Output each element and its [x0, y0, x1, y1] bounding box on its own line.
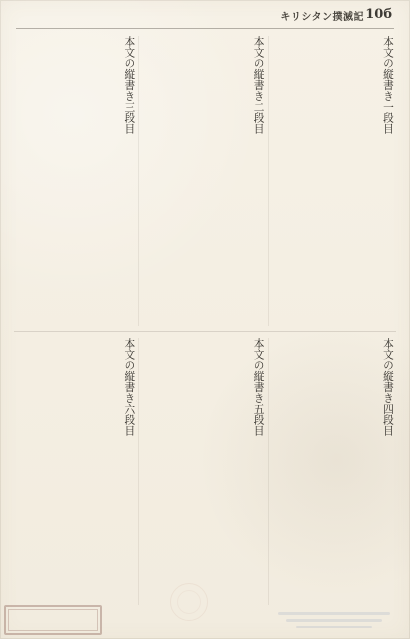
upper-column-left: 本文の縦書き三段目 [123, 36, 137, 135]
upper-column-middle: 本文の縦書き二段目 [252, 36, 266, 135]
upper-column-right: 本文の縦書き一段目 [382, 36, 395, 135]
running-header [18, 8, 392, 24]
watermark-line [296, 626, 372, 628]
lower-column-middle: 本文の縦書き五段目 [252, 338, 266, 437]
lower-column-left: 本文の縦書き六段目 [123, 338, 137, 437]
library-seal [4, 605, 102, 635]
section-divider [14, 331, 396, 332]
upper-column-divider-1 [138, 36, 139, 326]
lower-column-divider-2 [268, 338, 269, 605]
watermark-line [278, 612, 390, 615]
lower-column-right: 本文の縦書き四段目 [382, 338, 395, 437]
upper-text-block [14, 36, 396, 326]
page-number: 10б [365, 7, 392, 22]
lower-column-divider-1 [138, 338, 139, 605]
upper-column-divider-2 [268, 36, 269, 326]
header-title: キリシタン撲滅記 [280, 12, 364, 23]
lower-text-block [14, 338, 396, 605]
library-seal-inner [8, 609, 98, 631]
faint-stamp [170, 583, 208, 621]
watermark-line [286, 619, 382, 622]
header-rule [16, 28, 394, 29]
watermark [278, 609, 396, 631]
